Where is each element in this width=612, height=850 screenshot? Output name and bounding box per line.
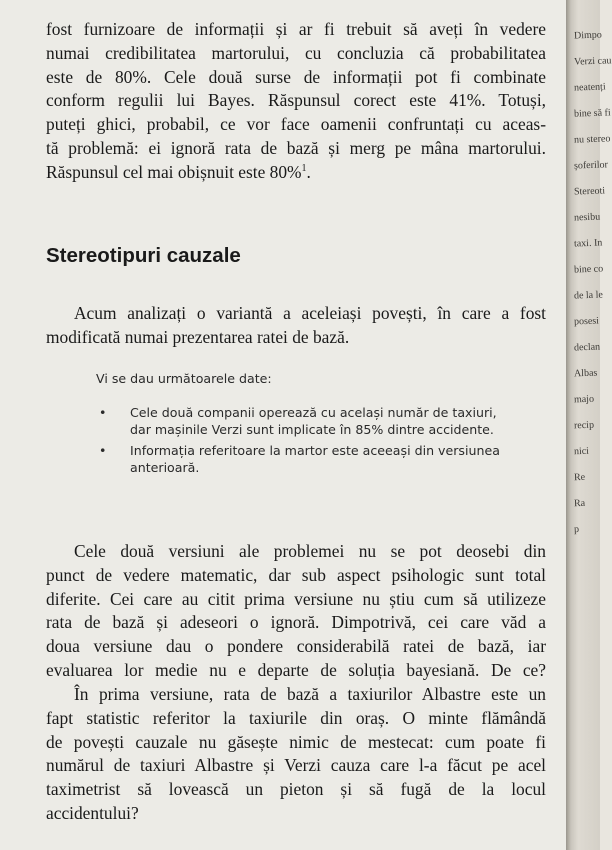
text-line: În prima versiune, rata de bază a taxiurilor Albastre este un — [74, 684, 546, 704]
edge-fragment: bine să fi — [573, 107, 611, 120]
sentence-end: . — [306, 161, 311, 182]
explanation-paragraph — [46, 683, 546, 826]
edge-fragment: recip — [573, 419, 595, 432]
edge-fragment: Ra — [573, 497, 586, 510]
text-line: taximetrist să lovească un pieton și să fugă de la locul — [46, 779, 546, 800]
comparison-paragraph — [46, 540, 546, 683]
list-item — [96, 442, 516, 477]
text-line: conform regulii lui Bayes. Răspunsul corect este 41%. Totuși, — [46, 90, 546, 111]
text-line: numărul de taxiuri Albastre și Verzi cauza care l-a făcut pe acel — [46, 755, 546, 776]
text-line: puteți ghici, probabil, ce vor face oamenii confruntați cu aceas- — [46, 114, 546, 135]
text-line: tă problemă: ei ignoră rata de bază și merg pe mâna martorului. — [46, 137, 546, 158]
data-list — [96, 404, 516, 477]
edge-fragment: Verzi cau — [573, 55, 612, 68]
text-line: doua versiune dau o pondere considerabilă ratei de bază, iar — [46, 636, 546, 657]
edge-fragment: Albas — [573, 367, 598, 380]
bullet-icon: • — [99, 404, 107, 420]
bullet-icon: • — [99, 442, 107, 458]
edge-fragment: nu stereo — [573, 133, 611, 146]
text-line-last — [46, 161, 546, 185]
edge-fragment: bine co — [573, 263, 604, 276]
edge-fragment: taxi. In — [573, 237, 603, 250]
text-line: accidentului? — [46, 802, 139, 823]
text-line: evaluarea lor medie nu e departe de soluția bayesiană. De ce? — [46, 659, 546, 680]
text-line: diferite. Cei care au citit prima versiune nu știu cum să utilizeze — [46, 588, 546, 609]
text-line: Cele două versiuni ale problemei nu se pot deosebi din — [74, 541, 546, 561]
edge-fragment: Dimpo — [573, 29, 602, 42]
text-line: Acum analizați o variantă a aceleiași povești, în care a fost — [74, 303, 546, 323]
edge-fragment: neatenți — [573, 81, 606, 94]
data-box — [96, 370, 516, 480]
edge-fragment: majo — [573, 393, 595, 406]
intro-paragraph — [46, 18, 546, 185]
edge-fragment: șoferilor — [573, 159, 609, 172]
variant-intro-paragraph — [46, 302, 546, 350]
edge-fragment: nesibu — [573, 211, 601, 224]
edge-fragment: Re — [573, 471, 586, 484]
text-line: este de 80%. Cele două surse de informații pot fi combinate — [46, 66, 546, 87]
footnote-marker: 1 — [301, 162, 307, 174]
edge-fragment: de la le — [573, 289, 604, 302]
text-line: modificată numai prezentarea ratei de bază. — [46, 326, 350, 347]
edge-fragment: nici — [573, 445, 590, 458]
text-line: fapt statistic referitor la taxiurile din oraș. O minte flămândă — [46, 707, 546, 728]
edge-fragment: posesi — [573, 315, 600, 328]
text-line: numai credibilitatea martorului, cu concluzia că probabilitatea — [46, 42, 546, 63]
list-item — [96, 404, 516, 439]
text-line: rata de bază și adeseori o ignoră. Dimpotrivă, cei care văd a — [46, 612, 546, 633]
edge-fragment: Stereoti — [573, 185, 606, 198]
text-line: punct de vedere matematic, dar sub aspect psihologic sunt total — [46, 564, 546, 585]
text-line: fost furnizoare de informații și ar fi trebuit să aveți în vedere — [46, 19, 546, 39]
data-box-lead: Vi se dau următoarele date: — [96, 371, 272, 386]
edge-fragment: declan — [573, 341, 601, 354]
list-item-text: Informația referitoare la martor este aceeași din versiunea anterioară. — [130, 442, 500, 475]
text-line: de povești cauzale nu găsește nimic de mestecat: cum poate fi — [46, 731, 546, 752]
list-item-text: Cele două companii operează cu același număr de taxiuri, dar mașinile Verzi sunt implicate în 85% dintre accidente. — [130, 404, 497, 437]
section-heading: Stereotipuri cauzale — [46, 244, 241, 267]
edge-fragment: p — [573, 523, 580, 536]
adjacent-page-edge — [566, 0, 612, 850]
text-line: Răspunsul cel mai obișnuit este 80% — [46, 161, 302, 182]
